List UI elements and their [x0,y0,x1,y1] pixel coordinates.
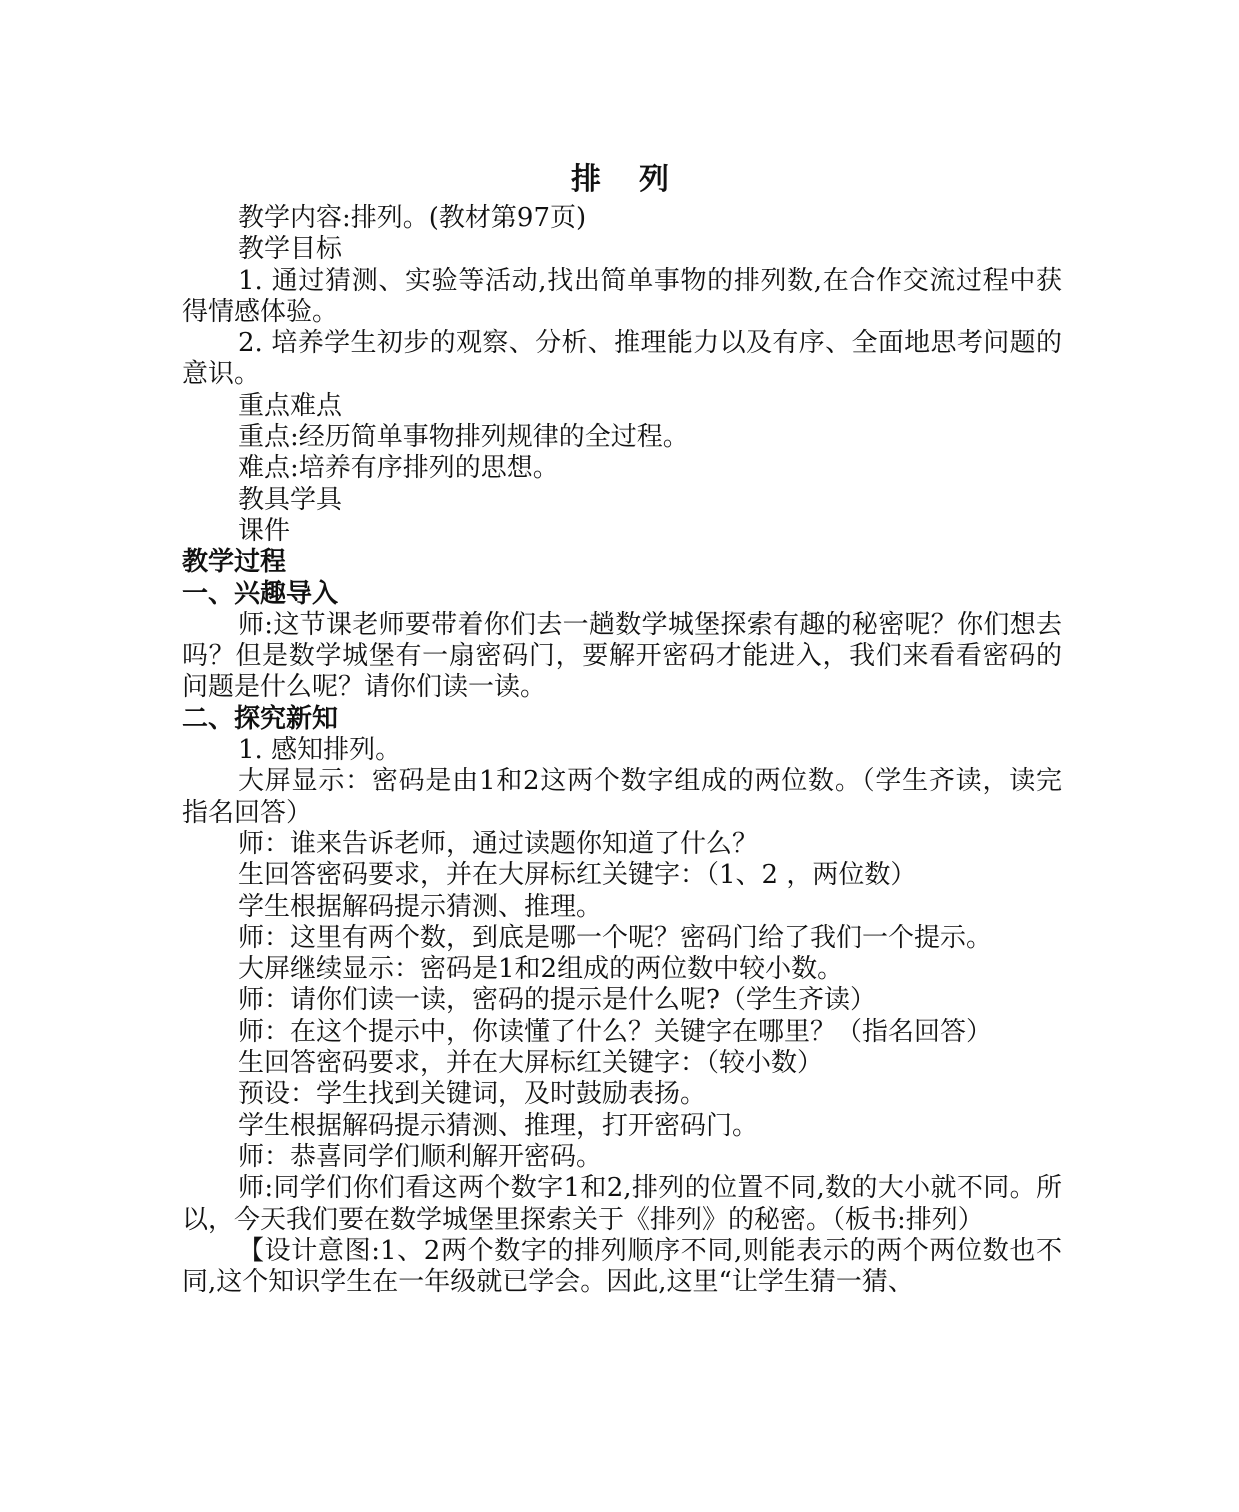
subheading-perceive: 1. 感知排列。 [238,735,402,766]
heading-section-1: 一、兴趣导入 [182,578,339,609]
paragraph-teacher-3: 师：请你们读一读，密码的提示是什么呢?（学生齐读） [238,985,876,1016]
difficult-point: 难点:培养有序排列的思想。 [238,453,559,484]
document-title: 排 列 [571,162,673,197]
paragraph-teacher-4: 师：在这个提示中，你读懂了什么？关键字在哪里？（指名回答） [238,1016,993,1047]
paragraph-teacher-5: 师：恭喜同学们顺利解开密码。 [238,1141,603,1172]
paragraph-intro: 师:这节课老师要带着你们去一趟数学城堡探索有趣的秘密呢？你们想去吗？但是数学城堡有一扇密码门，要解开密码才能进入，我们来看看密码的问题是什么呢？请你们读一读。 [182,609,1062,703]
paragraph-teacher-6: 师:同学们你们看这两个数字1和2,排列的位置不同,数的大小就不同。所以，今天我们要在数学城堡里探索关于《排列》的秘密。（板书:排列） [182,1173,1062,1235]
paragraph-screen-1: 大屏显示：密码是由1和2这两个数字组成的两位数。（学生齐读，读完指名回答） [182,766,1062,828]
paragraph-design-intent: 【设计意图:1、2两个数字的排列顺序不同,则能表示的两个两位数也不同,这个知识学生在一年级就已学会。因此,这里“让学生猜一猜、 [182,1235,1062,1298]
heading-section-2: 二、探究新知 [182,703,339,734]
heading-process: 教学过程 [182,547,287,578]
paragraph-teacher-1: 师：谁来告诉老师，通过读题你知道了什么？ [238,828,759,859]
paragraph-screen-2: 大屏继续显示：密码是1和2组成的两位数中较小数。 [238,954,844,985]
heading-materials: 教具学具 [238,484,343,515]
heading-key-points: 重点难点 [238,390,343,421]
paragraph-student-1: 生回答密码要求，并在大屏标红关键字：（1、2 ，两位数） [238,860,917,891]
heading-objectives: 教学目标 [238,234,343,265]
document-page [182,160,1062,1298]
materials: 课件 [238,515,291,546]
paragraph-guess-2: 学生根据解码提示猜测、推理，打开密码门。 [238,1110,759,1141]
paragraph-guess-1: 学生根据解码提示猜测、推理。 [238,891,603,922]
objective-1: 1. 通过猜测、实验等活动,找出简单事物的排列数,在合作交流过程中获得情感体验。 [182,265,1062,327]
paragraph-teacher-2: 师：这里有两个数，到底是哪一个呢？密码门给了我们一个提示。 [238,922,993,953]
paragraph-student-2: 生回答密码要求，并在大屏标红关键字：（较小数） [238,1048,824,1079]
teaching-content: 教学内容:排列。(教材第97页) [238,203,587,233]
objective-2: 2. 培养学生初步的观察、分析、推理能力以及有序、全面地思考问题的意识。 [182,328,1062,390]
paragraph-preset: 预设：学生找到关键词，及时鼓励表扬。 [238,1079,707,1110]
key-point: 重点:经历简单事物排列规律的全过程。 [238,422,689,453]
